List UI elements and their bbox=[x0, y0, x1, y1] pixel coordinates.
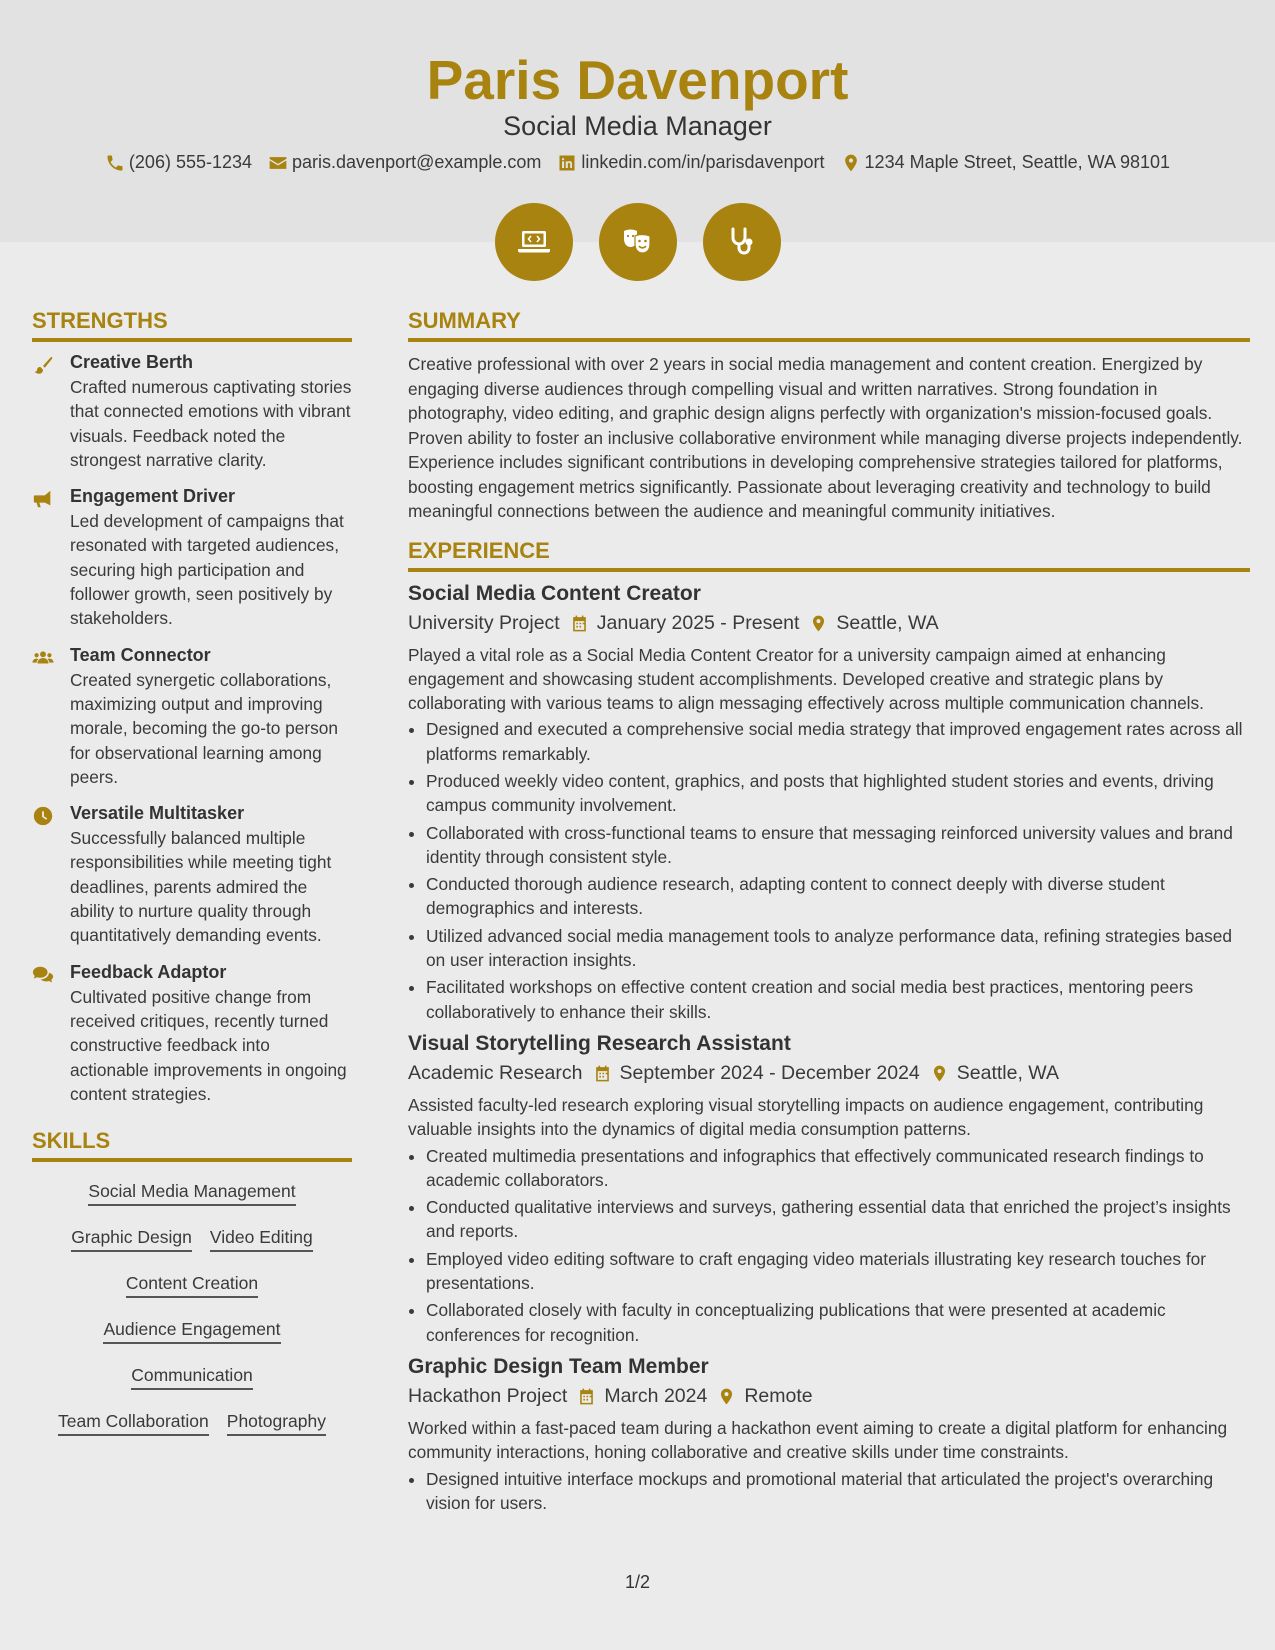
skills-heading: SKILLS bbox=[32, 1128, 352, 1162]
users-icon bbox=[32, 647, 54, 669]
strength-item bbox=[32, 352, 352, 472]
list-item: • Designed and executed a comprehensive social media strategy that improved engagement rates across all platforms remarkably. bbox=[426, 717, 1250, 766]
skill-tag: Audience Engagement bbox=[103, 1318, 280, 1344]
job-bullets bbox=[426, 717, 1250, 1024]
contact-linkedin[interactable] bbox=[557, 152, 824, 173]
job-dates: January 2025 - Present bbox=[596, 611, 800, 634]
contact-address bbox=[841, 152, 1171, 173]
badge-masks bbox=[599, 203, 677, 281]
job-org: University Project bbox=[408, 611, 560, 634]
job-meta bbox=[408, 1385, 1250, 1408]
left-column bbox=[32, 308, 352, 1436]
skill-tag: Content Creation bbox=[126, 1272, 258, 1298]
strength-title: Engagement Driver bbox=[70, 486, 236, 507]
job-desc: Played a vital role as a Social Media Content Creator for a university campaign aimed at enhancing engagement and showcasing student accomplishments. Developed creative and strategic plans by collaborating with various teams to align messaging effectively across multiple communication channels. bbox=[408, 644, 1204, 714]
linkedin-icon bbox=[557, 153, 577, 173]
job-location: Remote bbox=[744, 1384, 813, 1407]
interest-badges bbox=[0, 203, 1275, 281]
phone-icon bbox=[105, 153, 125, 173]
phone-text: (206) 555-1234 bbox=[128, 152, 253, 172]
badge-stethoscope bbox=[703, 203, 781, 281]
skill-tag: Communication bbox=[131, 1364, 253, 1390]
calendar-icon bbox=[570, 614, 589, 633]
list-item: • Conducted qualitative interviews and surveys, gathering essential data that enriched the project’s insights and reports. bbox=[426, 1195, 1250, 1244]
list-item: • Produced weekly video content, graphics, and posts that highlighted student stories and events, driving campus community involvement. bbox=[426, 769, 1250, 818]
strength-desc: Created synergetic collaborations, maximizing output and improving morale, becoming the go-to person for observational learning among peers. bbox=[70, 669, 339, 787]
skill-tag: Social Media Management bbox=[88, 1180, 295, 1206]
job-title: Graphic Design Team Member bbox=[408, 1354, 709, 1378]
skills-list bbox=[32, 1180, 352, 1436]
list-item: • Conducted thorough audience research, adapting content to connect deeply with diverse student demographics and interests. bbox=[426, 872, 1250, 921]
email-text: paris.davenport@example.com bbox=[292, 152, 542, 172]
job-entry bbox=[408, 582, 1250, 1024]
strengths-heading: STRENGTHS bbox=[32, 308, 352, 342]
contact-row bbox=[0, 152, 1275, 173]
skill-tag: Photography bbox=[227, 1410, 326, 1436]
badge-laptop bbox=[495, 203, 573, 281]
candidate-name: Paris Davenport bbox=[426, 49, 849, 111]
strength-item bbox=[32, 486, 352, 630]
list-item: • Employed video editing software to craft engaging video materials illustrating key research touches for presentations. bbox=[426, 1247, 1250, 1296]
job-dates: March 2024 bbox=[604, 1384, 708, 1407]
list-item: • Designed intuitive interface mockups and promotional material that articulated the project's overarching vision for users. bbox=[426, 1467, 1250, 1516]
job-meta bbox=[408, 1062, 1250, 1085]
job-title: Social Media Content Creator bbox=[408, 581, 701, 605]
linkedin-text: linkedin.com/in/parisdavenport bbox=[581, 152, 825, 172]
skill-tag: Video Editing bbox=[210, 1226, 313, 1252]
address-text: 1234 Maple Street, Seattle, WA 98101 bbox=[864, 152, 1171, 172]
contact-email[interactable] bbox=[268, 152, 541, 173]
job-entry bbox=[408, 1032, 1250, 1347]
job-meta bbox=[408, 612, 1250, 635]
job-bullets bbox=[426, 1144, 1250, 1347]
contact-phone bbox=[105, 152, 252, 173]
paintbrush-icon bbox=[32, 354, 54, 376]
summary-heading: SUMMARY bbox=[408, 308, 1250, 342]
map-marker-icon bbox=[930, 1064, 949, 1083]
skill-tag: Team Collaboration bbox=[58, 1410, 209, 1436]
job-location: Seattle, WA bbox=[836, 611, 939, 634]
map-marker-icon bbox=[717, 1387, 736, 1406]
job-entry bbox=[408, 1355, 1250, 1515]
list-item: • Collaborated closely with faculty in conceptualizing publications that were presented at academic conferences for recognition. bbox=[426, 1298, 1250, 1347]
job-desc: Worked within a fast-paced team during a hackathon event aiming to create a digital platform for enhancing community interactions, honing collaborative and creative skills under time constraints. bbox=[408, 1417, 1228, 1463]
job-dates: September 2024 - December 2024 bbox=[619, 1061, 920, 1084]
job-org: Hackathon Project bbox=[408, 1384, 568, 1407]
strength-item bbox=[32, 803, 352, 947]
experience-heading: EXPERIENCE bbox=[408, 538, 1250, 572]
calendar-icon bbox=[577, 1387, 596, 1406]
stethoscope-icon bbox=[722, 222, 762, 262]
job-location: Seattle, WA bbox=[956, 1061, 1059, 1084]
job-org: Academic Research bbox=[408, 1061, 583, 1084]
envelope-icon bbox=[268, 153, 288, 173]
theater-masks-icon bbox=[618, 222, 658, 262]
summary-text: Creative professional with over 2 years in social media management and content creation. Energized by engaging diverse audiences through compelling visual and written narratives. Strong foundation in photography, video editing, and graphic design aligns perfectly with organization's mission-focused goals. Proven ability to foster an inclusive collaborative environment while managing diverse projects independently. Experience includes significant contributions in developing comprehensive strategies tailored for platforms, boosting engagement metrics significantly. Passionate about leveraging creativity and technology to build meaningful connections between the audience and meaningful community initiatives. bbox=[408, 354, 1243, 521]
right-column bbox=[408, 308, 1250, 1523]
strength-desc: Crafted numerous captivating stories that connected emotions with vibrant visuals. Feedback noted the strongest narrative clarity. bbox=[70, 377, 352, 470]
list-item: • Collaborated with cross-functional teams to ensure that messaging reinforced university values and brand identity through consistent style. bbox=[426, 821, 1250, 870]
map-marker-icon bbox=[841, 153, 861, 173]
strength-desc: Led development of campaigns that resonated with targeted audiences, securing high participation and follower growth, seen positively by stakeholders. bbox=[70, 511, 344, 629]
strength-desc: Cultivated positive change from received critiques, recently turned constructive feedback into actionable improvements in ongoing content strategies. bbox=[70, 986, 347, 1104]
bullhorn-icon bbox=[32, 488, 54, 510]
list-item: • Created multimedia presentations and infographics that effectively communicated research findings to academic collaborators. bbox=[426, 1144, 1250, 1193]
strength-title: Creative Berth bbox=[70, 352, 194, 372]
list-item: • Facilitated workshops on effective content creation and social media best practices, mentoring peers collaboratively to enhance their skills. bbox=[426, 975, 1250, 1024]
job-bullets bbox=[426, 1467, 1250, 1516]
map-marker-icon bbox=[809, 614, 828, 633]
strength-title: Team Connector bbox=[70, 644, 211, 665]
list-item: • Utilized advanced social media management tools to analyze performance data, refining strategies based on user interaction insights. bbox=[426, 924, 1250, 973]
candidate-title: Social Media Manager bbox=[503, 111, 772, 141]
laptop-code-icon bbox=[514, 222, 554, 262]
strength-title: Versatile Multitasker bbox=[70, 803, 245, 824]
clock-icon bbox=[32, 805, 54, 827]
strength-title: Feedback Adaptor bbox=[70, 961, 227, 982]
strength-item bbox=[32, 962, 352, 1106]
page-number: 1/2 bbox=[624, 1572, 651, 1592]
job-desc: Assisted faculty-led research exploring visual storytelling impacts on audience engagement, contributing valuable insights into the dynamics of digital media consumption patterns. bbox=[408, 1094, 1204, 1140]
calendar-icon bbox=[593, 1064, 612, 1083]
strength-item bbox=[32, 645, 352, 789]
skill-tag: Graphic Design bbox=[71, 1226, 192, 1252]
job-title: Visual Storytelling Research Assistant bbox=[408, 1031, 791, 1055]
strength-desc: Successfully balanced multiple responsibilities while meeting tight deadlines, parents admired the ability to nurture quality through quantitatively demanding events. bbox=[70, 828, 332, 946]
comments-icon bbox=[32, 964, 54, 986]
